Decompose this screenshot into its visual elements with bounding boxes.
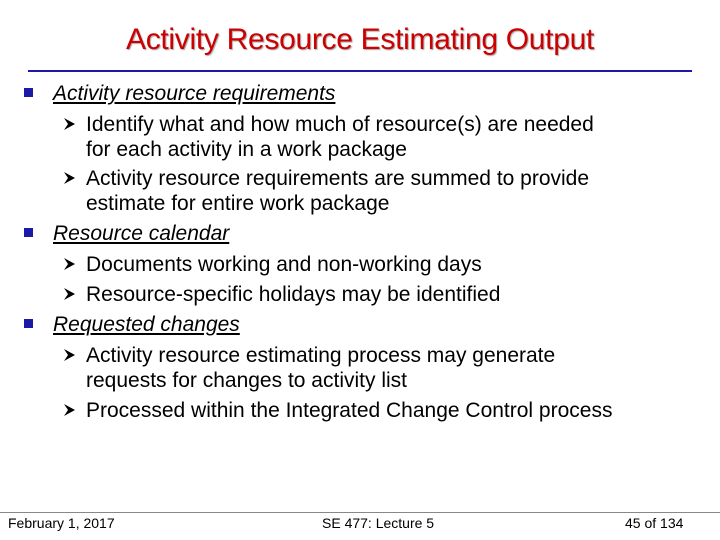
arrowhead-bullet-icon [62, 117, 76, 131]
bullet-label: Requested changes [53, 313, 240, 336]
square-bullet-icon [24, 88, 33, 97]
sub-bullet-line: for each activity in a work package [86, 138, 407, 161]
footer-page-number: 45 of 134 [625, 515, 684, 531]
sub-bullet-line: Activity resource estimating process may generate [86, 344, 556, 367]
arrowhead-bullet-icon [62, 403, 76, 417]
footer-course: SE 477: Lecture 5 [322, 515, 435, 531]
slide-title: Activity Resource Estimating Output [125, 23, 595, 56]
square-bullet-icon [24, 319, 33, 328]
sub-bullet-line: estimate for entire work package [86, 192, 390, 215]
sub-bullet-line: Processed within the Integrated Change Control process [86, 399, 613, 422]
sub-bullet-line: Activity resource requirements are summed to provide [86, 167, 590, 190]
bullet-label: Resource calendar [53, 222, 230, 245]
bullet-label: Activity resource requirements [53, 82, 336, 105]
footer-date: February 1, 2017 [8, 515, 115, 531]
sub-bullet-line: requests for changes to activity list [86, 369, 407, 392]
sub-bullet-line: Resource-specific holidays may be identified [86, 283, 501, 306]
sub-bullet-line: Identify what and how much of resource(s) are needed [86, 113, 594, 136]
arrowhead-bullet-icon [62, 348, 76, 362]
arrowhead-bullet-icon [62, 257, 76, 271]
footer-divider [0, 512, 720, 513]
sub-bullet-line: Documents working and non-working days [86, 253, 482, 276]
arrowhead-bullet-icon [62, 171, 76, 185]
square-bullet-icon [24, 228, 33, 237]
arrowhead-bullet-icon [62, 287, 76, 301]
